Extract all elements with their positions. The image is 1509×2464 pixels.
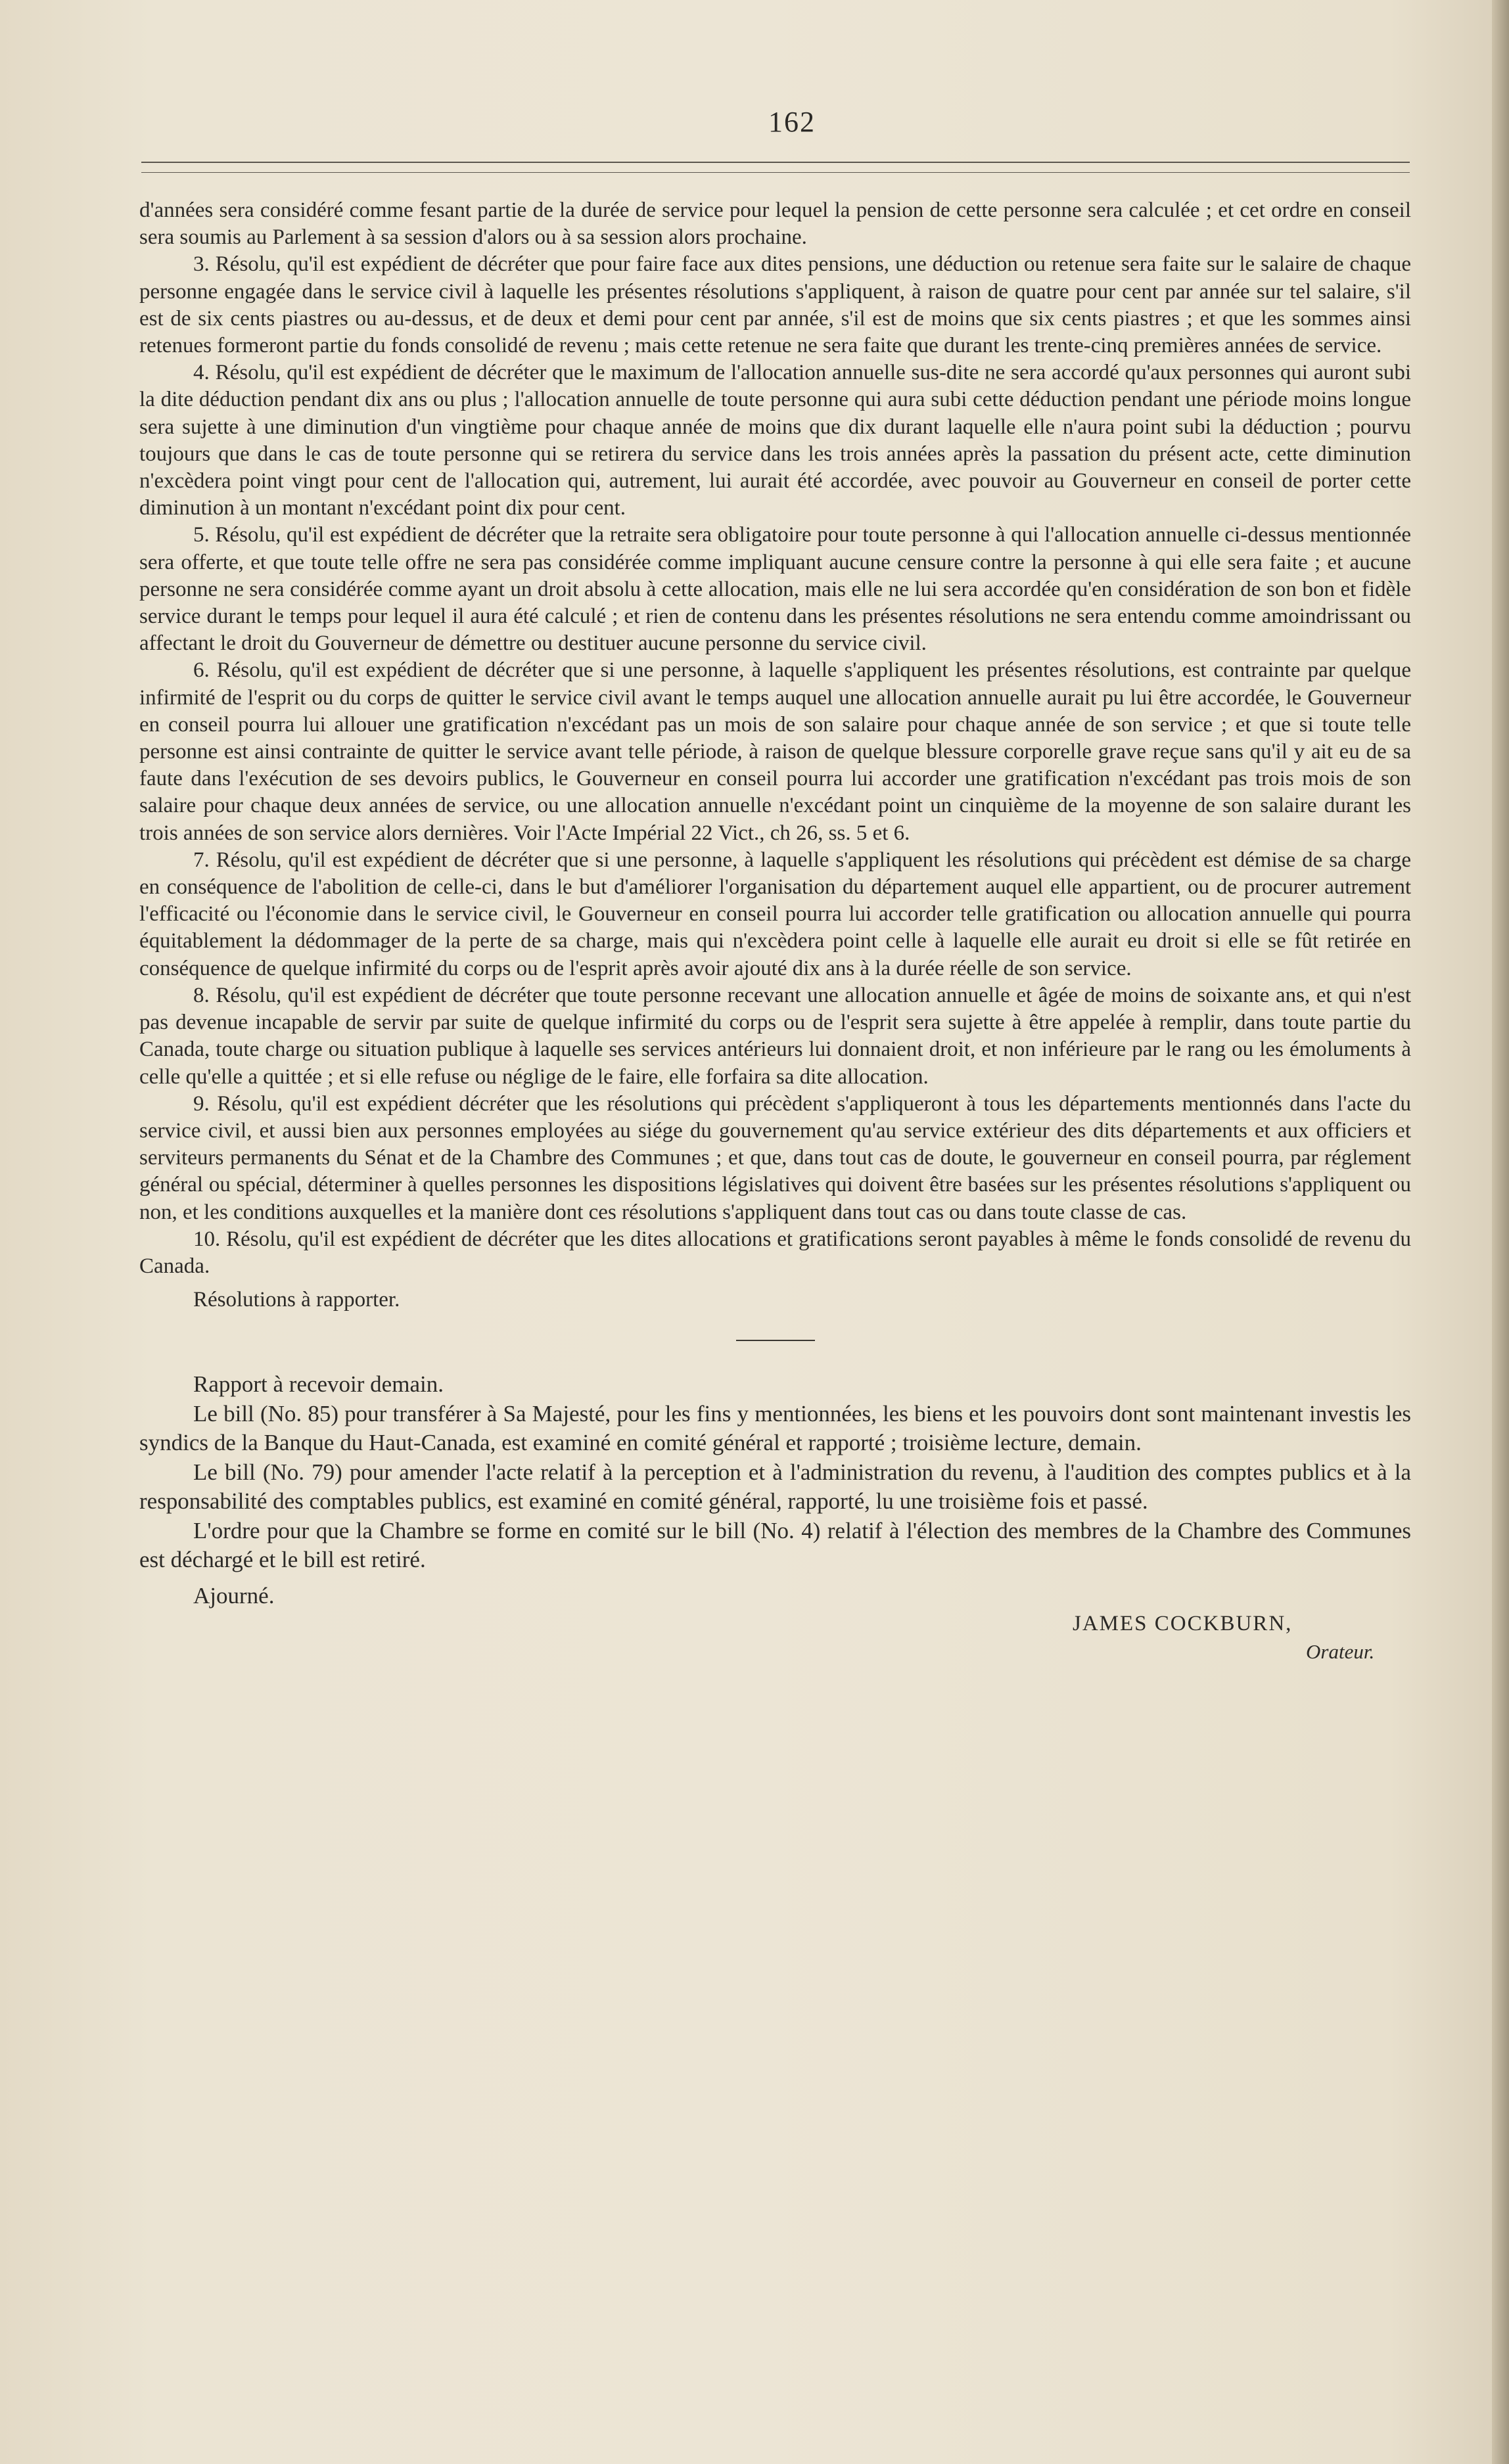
section-separator [736, 1340, 815, 1341]
resolution-3: 3. Résolu, qu'il est expédient de décréter que pour faire face aux dites pensions, une déduction ou retenue sera faite sur le salaire de chaque personne engagée dans le service civil à laquelle les présentes résolutions s'appliquent, à raison de quatre pour cent par année sur tel salaire, s'il est de six cents piastres ou au-dessus, et de deux et demi pour cent par année, s'il est de moins que six cents piastres ; et que les sommes ainsi retenues formeront partie du fonds consolidé de revenu ; mais cette retenue ne sera faite que durant les trente-cinq premières années de service. [139, 252, 1411, 358]
header-rule [141, 162, 1410, 163]
resolution-5: 5. Résolu, qu'il est expédient de décréter que la retraite sera obligatoire pour toute personne à qui l'allocation annuelle ci-dessus mentionnée sera offerte, et que toute telle offre ne sera pas considérée comme impliquant aucune censure contre la personne à qui elle sera faite ; et aucune personne ne sera considérée comme ayant un droit absolu à cette allocation, mais elle ne lui sera accordée qu'en considération de son bon et fidèle service durant le temps pour lequel il aura été calculé ; et rien de contenu dans les présentes résolutions ne sera entendu comme amoindrissant ou affectant le droit du Gouverneur de démettre ou destituer aucune personne du service civil. [139, 523, 1411, 656]
resolutions-closing: Résolutions à rapporter. [193, 1288, 400, 1312]
bill-85-paragraph: Le bill (No. 85) pour transférer à Sa Majesté, pour les fins y mentionnées, les biens et les pouvoirs dont sont maintenant investis les syndics de la Banque du Haut-Canada, est examiné en comité général et rapporté ; troisième lecture, demain. [139, 1400, 1411, 1456]
signature-name: JAMES COCKBURN, [1073, 1612, 1293, 1636]
signature-title: Orateur. [1306, 1639, 1375, 1663]
resolution-4: 4. Résolu, qu'il est expédient de décréter que le maximum de l'allocation annuelle sus-dite ne sera accordé qu'aux personnes qui auront subi la dite déduction pendant dix ans ou plus ; l'allocation annuelle de toute personne qui aura subi cette déduction pendant une période moins longue sera sujette à une diminution d'un vingtième pour chaque année de moins que dix durant laquelle elle n'aura point subi la déduction ; pourvu toujours que dans le cas de toute personne qui se retirera du service dans les trois années après la passation du présent acte, cette diminution n'excèdera point vingt pour cent de l'allocation qui, autrement, lui aurait été accordée, avec pouvoir au Gouverneur en conseil de porter cette diminution à un montant n'excédant point dix pour cent. [139, 361, 1411, 520]
page-number: 162 [768, 106, 816, 138]
header-rule-thin [141, 172, 1410, 173]
document-body [139, 197, 1411, 1665]
book-spine [1492, 0, 1509, 2464]
resolution-10: 10. Résolu, qu'il est expédient de décréter que les dites allocations et gratifications seront payables à même le fonds consolidé de revenu du Canada. [139, 1227, 1411, 1278]
resolution-9: 9. Résolu, qu'il est expédient décréter que les résolutions qui précèdent s'appliqueront à tous les départements mentionnés dans l'acte du service civil, et aussi bien aux personnes employées au siége du gouvernement qu'au service extérieur des dits départements et aux officiers et serviteurs permanents du Sénat et de la Chambre des Communes ; et que, dans tout cas de doute, le gouverneur en conseil pourra, par réglement général ou spécial, déterminer à quelles personnes les dispositions législatives qui doivent être basées sur les présentes résolutions s'appliquent ou non, et les conditions auxquelles et la manière dont ces résolutions s'appliquent dans tout cas ou dans toute classe de cas. [139, 1091, 1411, 1224]
continuation-paragraph: d'années sera considéré comme fesant partie de la durée de service pour lequel la pension de cette personne sera calculée ; et cet ordre en conseil sera soumis au Parlement à sa session d'alors ou à sa session alors prochaine. [139, 198, 1411, 250]
bill-79-paragraph: Le bill (No. 79) pour amender l'acte relatif à la perception et à l'administration du revenu, à l'audition des comptes publics et à la responsabilité des comptables publics, est examiné en comité général, rapporté, lu une troisième fois et passé. [139, 1459, 1411, 1515]
resolution-7: 7. Résolu, qu'il est expédient de décréter que si une personne, à laquelle s'appliquent les résolutions qui précèdent est démise de sa charge en conséquence de l'abolition de celle-ci, dans le but d'améliorer l'organisation du département auquel elle appartient, ou de procurer autrement l'efficacité ou l'économie dans le service civil, le Gouverneur en conseil pourra lui accorder telle gratification ou allocation annuelle qui pourra équitablement la dédommager de la perte de sa charge, mais qui n'excèdera point celle à laquelle elle aurait eu droit si elle se fût retirée en conséquence de quelque infirmité du corps ou de l'esprit après avoir ajouté dix ans à la durée réelle de son service. [139, 848, 1411, 980]
resolution-6: 6. Résolu, qu'il est expédient de décréter que si une personne, à laquelle s'appliquent les présentes résolutions, est contrainte par quelque infirmité de l'esprit ou du corps de quitter le service civil avant le temps auquel une allocation annuelle aurait pu lui être accordée, le Gouverneur en conseil pourra lui allouer une gratification n'excédant pas un mois de son salaire pour chaque année de son service ; et que si toute telle personne est ainsi contrainte de quitter le service avant telle période, à raison de quelque blessure corporelle grave reçue sans qu'il y ait eu de sa faute dans l'exécution de ses devoirs publics, le Gouverneur en conseil pourra lui accorder une gratification n'excédant pas trois mois de son salaire pour chaque deux années de service, ou une allocation annuelle n'excédant point un cinquième de la moyenne de son salaire durant les trois années de son service alors dernières. Voir l'Acte Impérial 22 Vict., ch 26, ss. 5 et 6. [139, 658, 1411, 845]
resolution-8: 8. Résolu, qu'il est expédient de décréter que toute personne recevant une allocation annuelle et âgée de moins de soixante ans, et qui n'est pas devenue incapable de servir par suite de quelque infirmité du corps ou de l'esprit sera sujette à être appelée à remplir, dans toute partie du Canada, toute charge ou situation publique à laquelle ses services antérieurs lui donnaient droit, et non inférieure par le rang ou les émoluments à celle qu'elle a quittée ; et si elle refuse ou néglige de le faire, elle forfaira sa dite allocation. [139, 983, 1411, 1089]
order-paragraph: L'ordre pour que la Chambre se forme en comité sur le bill (No. 4) relatif à l'élection des membres de la Chambre des Communes est déchargé et le bill est retiré. [139, 1517, 1411, 1573]
report-line: Rapport à recevoir demain. [193, 1371, 444, 1398]
adjourned-line: Ajourné. [193, 1582, 275, 1608]
